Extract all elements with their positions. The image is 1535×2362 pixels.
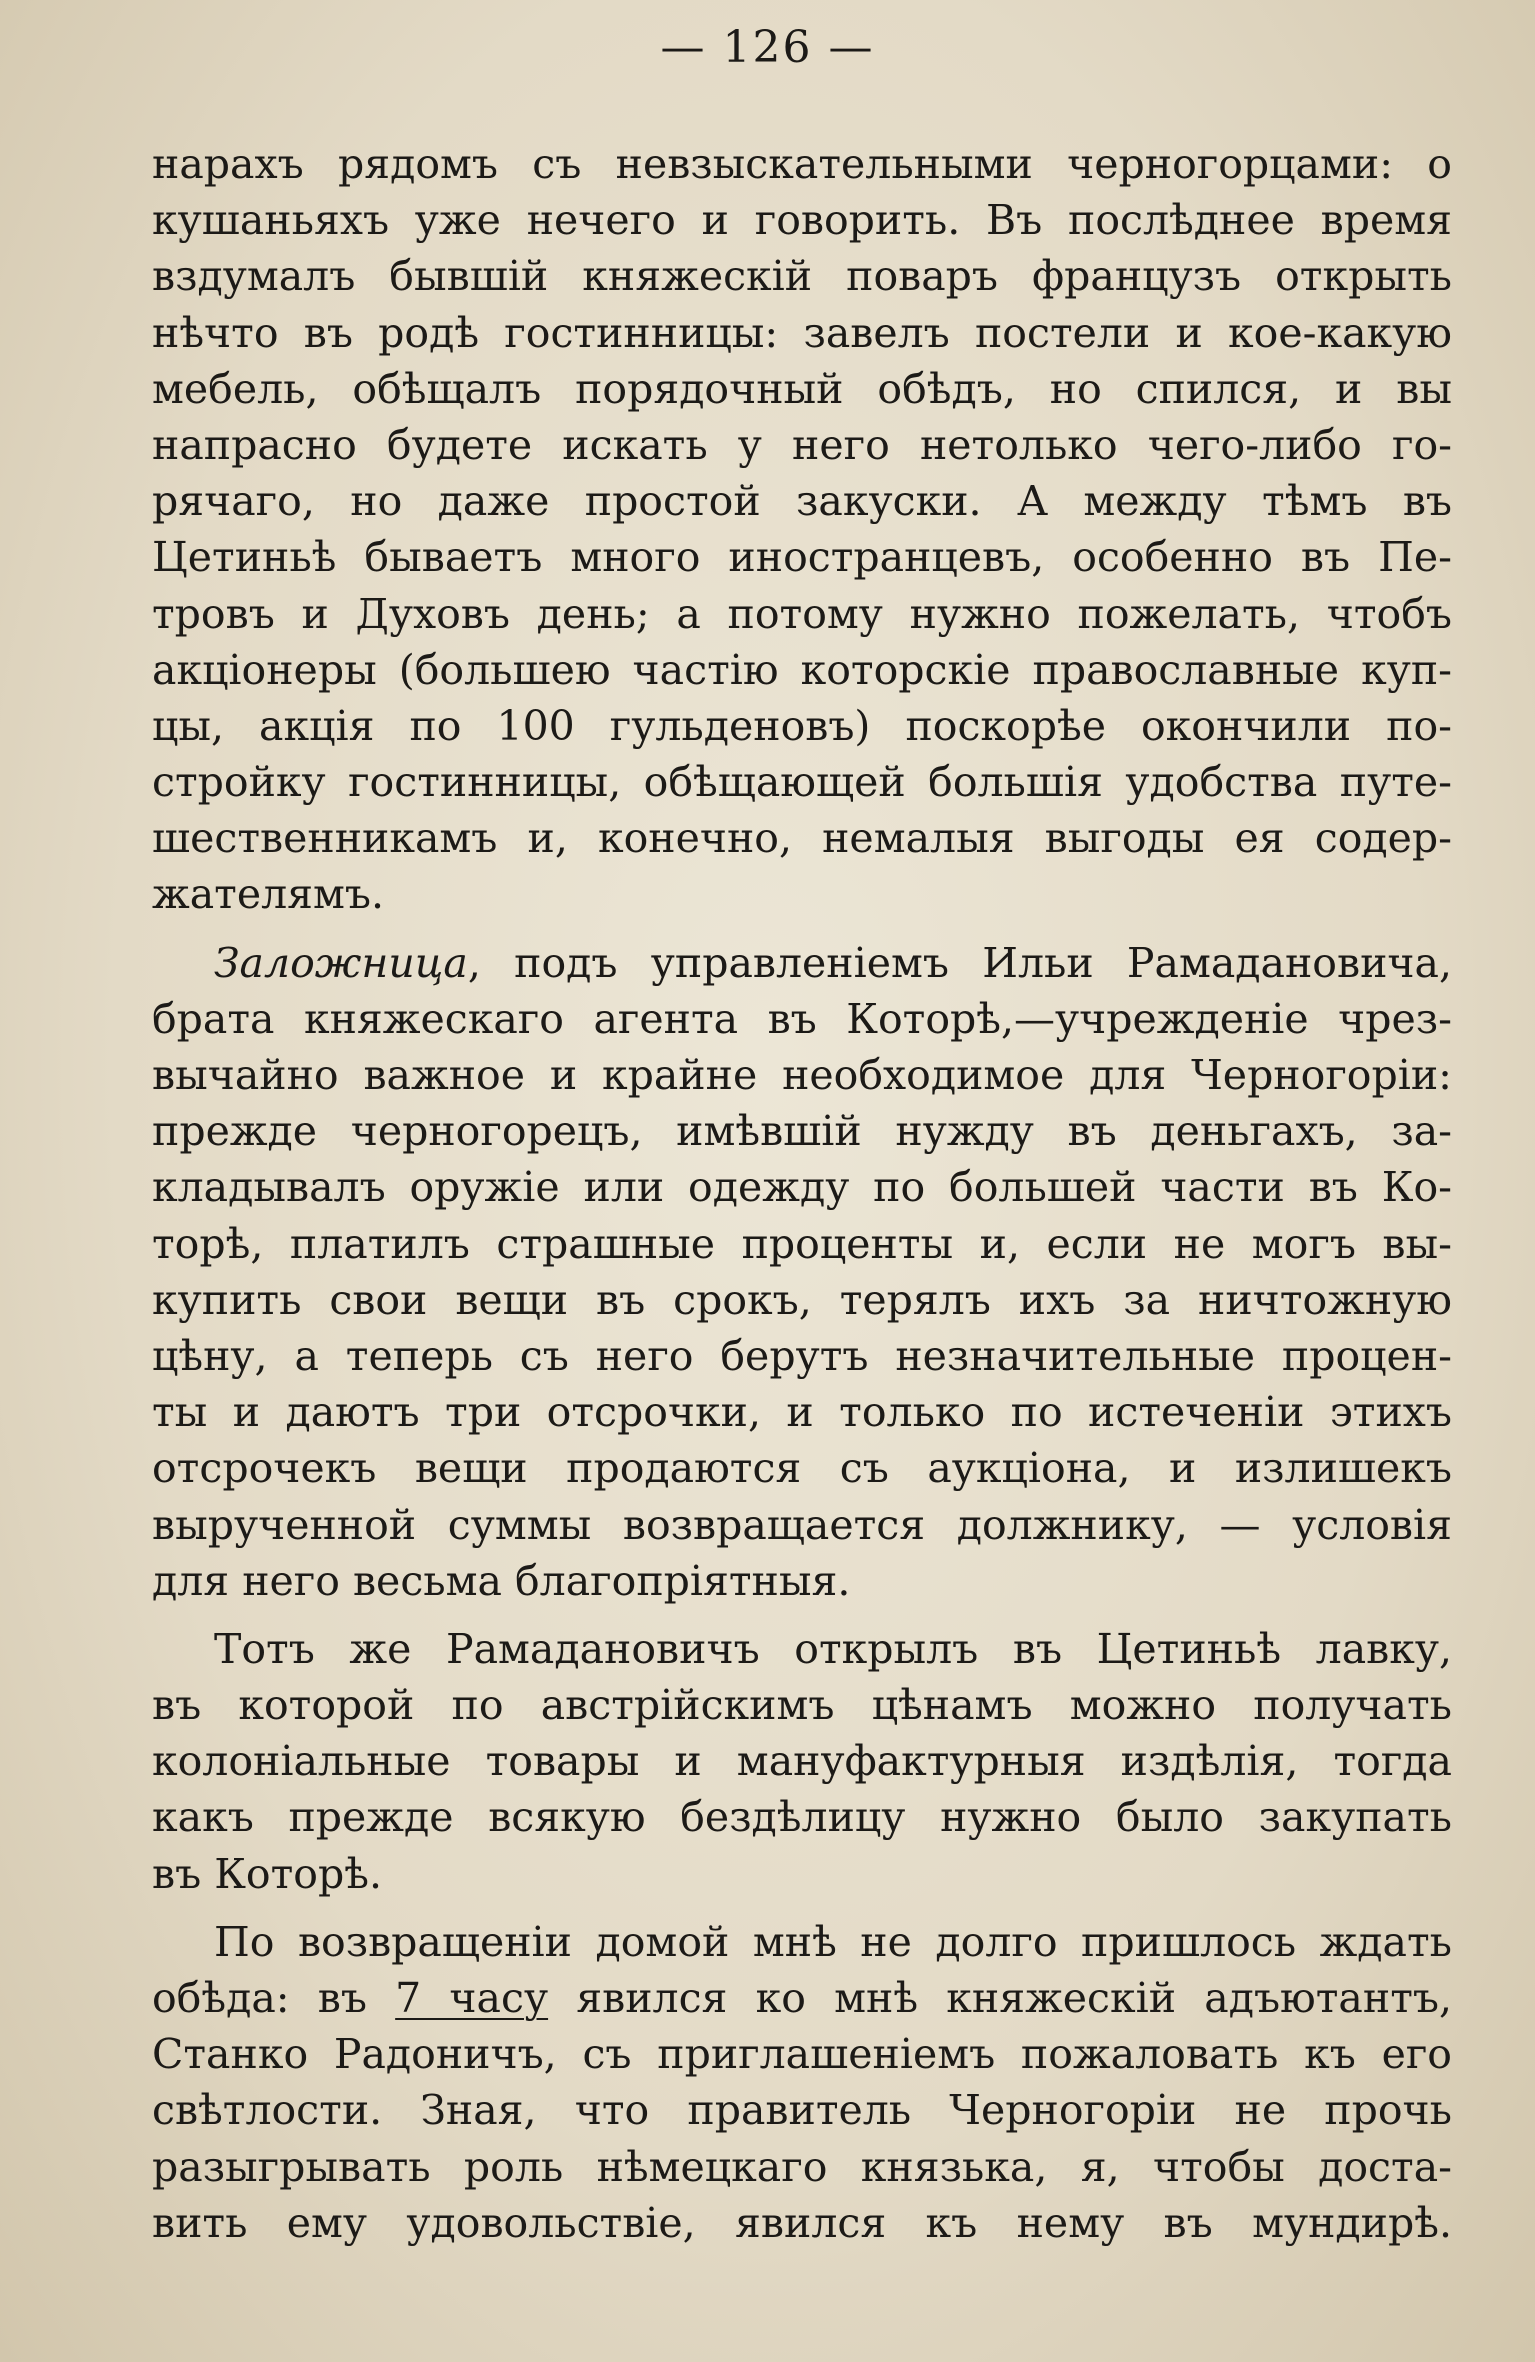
text-line: колоніальные товары и мануфактурныя издѣлія, тогда — [152, 1737, 1452, 1786]
text-line: тровъ и Духовъ день; а потому нужно пожелать, чтобъ — [152, 589, 1452, 638]
page-number: — 126 — — [660, 22, 875, 73]
text-line: купить свои вещи въ срокъ, терялъ ихъ за ничтожную — [152, 1275, 1452, 1324]
text-span: явился ко мнѣ княжескій адъютантъ, — [548, 1974, 1452, 2022]
text-line: разыгрывать роль нѣмецкаго князька, я, чтобы доста- — [152, 2142, 1452, 2191]
text-line: напрасно будете искать у него нетолько чего-либо го- — [152, 420, 1452, 469]
text-line: вить ему удовольствіе, явился къ нему въ мундирѣ. — [152, 2198, 1452, 2247]
text-line: брата княжескаго агента въ Которѣ,—учрежденіе чрез- — [152, 994, 1452, 1043]
text-span: обѣда: въ — [152, 1974, 396, 2022]
text-line: Цетиньѣ бываетъ много иностранцевъ, особенно въ Пе- — [152, 533, 1452, 582]
text-line: прежде черногорецъ, имѣвшій нужду въ деньгахъ, за- — [152, 1107, 1452, 1156]
paragraph-3 — [152, 1621, 1452, 1902]
text-line: нѣчто въ родѣ гостинницы: завелъ постели и кое-какую — [152, 308, 1452, 357]
text-line: цѣну, а теперь съ него берутъ незначительные процен- — [152, 1331, 1452, 1380]
text-line: въ которой по австрійскимъ цѣнамъ можно получать — [152, 1681, 1452, 1730]
text-line: для него весьма благопріятныя. — [152, 1556, 851, 1605]
text-line — [152, 1970, 1452, 2026]
text-line: кладывалъ оружіе или одежду по большей части въ Ко- — [152, 1163, 1452, 1212]
text-line: торѣ, платилъ страшные проценты и, если не могъ вы- — [152, 1219, 1452, 1268]
text-line: мебель, обѣщалъ порядочный обѣдъ, но спился, и вы — [152, 364, 1452, 413]
text-line: вычайно важное и крайне необходимое для Черногоріи: — [152, 1051, 1452, 1099]
italic-term: Заложница — [214, 938, 468, 987]
text-line: стройку гостинницы, обѣщающей большія удобства путе- — [152, 758, 1452, 807]
text-line: вырученной суммы возвращается должнику, — условія — [152, 1500, 1452, 1549]
text-line: свѣтлости. Зная, что правитель Черногоріи не прочь — [152, 2086, 1452, 2135]
paragraph-1 — [152, 136, 1452, 923]
text-line: акціонеры (большею частію которскіе православные куп- — [152, 645, 1452, 694]
text-line: кушаньяхъ уже нечего и говорить. Въ послѣднее время — [152, 196, 1452, 245]
page-body — [152, 136, 1452, 2251]
text-line: ты и даютъ три отсрочки, и только по истеченіи этихъ — [152, 1388, 1452, 1437]
paragraph-2 — [152, 935, 1452, 1609]
text-line: какъ прежде всякую бездѣлицу нужно было закупать — [152, 1793, 1452, 1842]
handwritten-annotation: 7 часу — [395, 1974, 549, 2022]
text-line: отсрочекъ вещи продаются съ аукціона, и излишекъ — [152, 1444, 1452, 1493]
paragraph-4 — [152, 1914, 1452, 2251]
text-line: въ Которѣ. — [152, 1849, 382, 1898]
text-line: рячаго, но даже простой закуски. А между тѣмъ въ — [152, 477, 1452, 526]
text-line: Станко Радоничъ, съ приглашеніемъ пожаловать къ его — [152, 2030, 1452, 2079]
text-line: вздумалъ бывшій княжескій поваръ французъ открыть — [152, 252, 1452, 301]
text-line: шественникамъ и, конечно, немалыя выгоды ея содер- — [152, 814, 1452, 863]
text-line: По возвращеніи домой мнѣ не долго пришлось ждать — [214, 1917, 1452, 1966]
text-line: жателямъ. — [152, 870, 385, 919]
text-line — [152, 935, 1452, 991]
text-span: , подъ управленіемъ Ильи Рамадановича, — [467, 938, 1452, 987]
text-line: Тотъ же Рамадановичъ открылъ въ Цетиньѣ лавку, — [214, 1624, 1452, 1673]
text-line: цы, акція по 100 гульденовъ) поскорѣе окончили по- — [152, 701, 1452, 750]
text-line: нарахъ рядомъ съ невзыскательными черногорцами: о — [152, 140, 1452, 188]
